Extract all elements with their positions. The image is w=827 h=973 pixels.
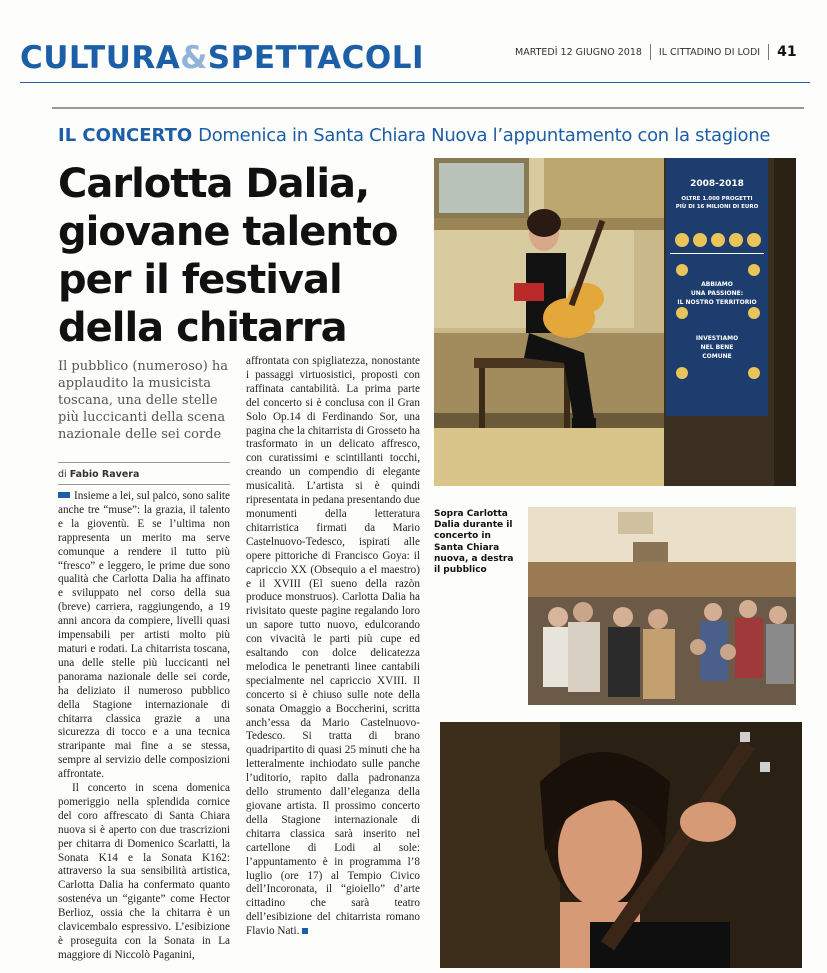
article-kicker [58,125,770,146]
banner-line: INVESTIAMO [695,335,739,342]
masthead-meta [515,44,797,60]
headline-line: per il festival [58,257,342,303]
section-word-1: CULTURA [20,40,181,76]
page-number: 41 [777,44,797,60]
masthead-rule [20,82,810,83]
photo-audience [528,507,796,705]
byline-rule [58,484,230,485]
photo-guitarist-stage-image [434,158,796,486]
banner-line: IL NOSTRO TERRITORIO [677,299,757,306]
masthead [20,38,810,82]
section-ampersand: & [180,40,208,76]
body-paragraph: Il concerto in scena domenica pomeriggio nella splendida cornice del coro affrescato di Santa Chiara nuova si è aperto con due trascrizioni per chitarra di Domenico Scarlatti, la Sonata K14 e la Sonata K162: attraverso la sua sensibilità artistica, Carlotta Dalia ha confermato quanto sostenéva un “gigante” come Hector Berlioz, ossia che la chitarra è un clavicembalo espressivo. L’esibizione è proseguita con la Sonata in La maggiore di Niccolò Paganini, [58,782,230,961]
body-text: Insieme a lei, sul palco, sono salite anche tre “muse”: la grazia, il talento e la gioventù. E se l’ultima non rappresenta un merito ma serve comunque a rendere il tutto più “fresco” e leggero, le prime due sono qualità che Carlotta Dalia ha affinato e sviluppato nel corso della sua (breve) carriera, raggiungendo, a 19 anni ancora da compiere, livelli quasi impensabili per artisti molto più maturi e rodati. La chitarrista toscana, una delle stelle più luccicanti nel panorama nazionale delle sei corde, ha deliziato il numeroso pubblico della Stagione internazionale di chitarra classica grazie a una sicurezza di tocco e a una tecnica straripante mai fine a se stessa, sempre al servizio delle composizioni affrontate. [58,490,230,781]
photo-audience-image [528,507,796,705]
headline-line: della chitarra [58,305,347,351]
issue-date: MARTEDÌ 12 GIUGNO 2018 [515,46,642,58]
article-start-marker [58,492,70,498]
meta-divider [768,44,769,60]
body-column-2 [246,355,420,939]
photo-caption: Sopra Carlotta Dalia durante il concerto in Santa Chiara nuova, a destra il pubblico [434,509,514,576]
banner-line: PIÙ DI 16 MILIONI DI EURO [675,204,759,210]
body-paragraph [58,490,230,782]
banner-line: NEL BENE [700,344,734,351]
newspaper-name: IL CITTADINO DI LODI [658,46,761,58]
headline-line: giovane talento [58,209,398,255]
headline-line: Carlotta Dalia, [58,161,370,207]
headline [58,160,428,352]
photo-guitarist-closeup [440,722,802,968]
section-title [20,40,424,76]
body-column-1 [58,490,230,963]
byline-prefix: di [58,469,67,480]
meta-divider [650,44,651,60]
banner-line: ABBIAMO [701,281,733,288]
body-text: affrontata con spigliatezza, nonostante i passaggi virtuosistici, proposti con raffinata cantabilità. La prima parte del concerto si è conclusa con il Gran Solo Op.14 di Ferdinando Sor, una pagina che la chitarrista di Grosseto ha trasformato in un delicato affresco, con curatissimi e scintillanti tocchi, creando un compendio di elegante musicalità. L’artista si è quindi ripresentata in pedana presentando due monumenti della letteratura chitarristica firmati da Mario Castelnuovo-Tedesco, ispirati alle opere pittoriche di Francisco Goya: il capriccio XX (Obsequio a el maestro) e il XVIII (El sueno della razòn produce monstruos). Carlotta Dalia ha rivisitato queste pagine regalando loro un sapore tutto nuovo, edulcorando con vivacità le parti più cupe ed esaltando con dolce delicatezza melodica le penetranti linee cantabili specialmente nel capriccio XVIII. Il concerto si è chiuso sulle note della sonata Omaggio a Boccherini, scritta anch’essa da Mario Castelnuovo-Tedesco. Si tratta di brano quadripartito di quasi 25 minuti che ha letteralmente inchiodato sulle panche l’uditorio, rapito dalla padronanza dello strumento dall’eleganza della giovane artista. Il prossimo concerto della Stagione internazionale di chitarra classica sarà inserito nel cartellone di Lodi al sole: l’appuntamento è in programma l’8 luglio (ore 17) al Tempio Civico dell’Incoronata, il “gioiello” d’arte cittadino che sarà teatro dell’esibizione del chitarrista romano Flavio Nati. [246,355,420,938]
byline-author: Fabio Ravera [69,469,140,480]
banner-line: OLTRE 1.000 PROGETTI [681,196,753,202]
banner-line: COMUNE [702,353,732,360]
article-end-marker [302,928,308,934]
byline-rule [58,462,230,463]
kicker-text: Domenica in Santa Chiara Nuova l’appuntamento con la stagione [198,125,771,146]
section-rule [52,107,804,109]
photo-guitarist-stage [434,158,796,486]
section-word-2: SPETTACOLI [207,40,424,76]
photo-guitarist-closeup-image [440,722,802,968]
subhead: Il pubblico (numeroso) ha applaudito la musicista toscana, una delle stelle più luccicanti della scena nazionale delle sei corde [58,359,229,442]
byline [58,469,139,480]
kicker-label: IL CONCERTO [58,125,193,146]
banner-line: UNA PASSIONE: [690,290,744,297]
body-paragraph [246,355,420,939]
banner-years: 2008-2018 [690,179,744,189]
